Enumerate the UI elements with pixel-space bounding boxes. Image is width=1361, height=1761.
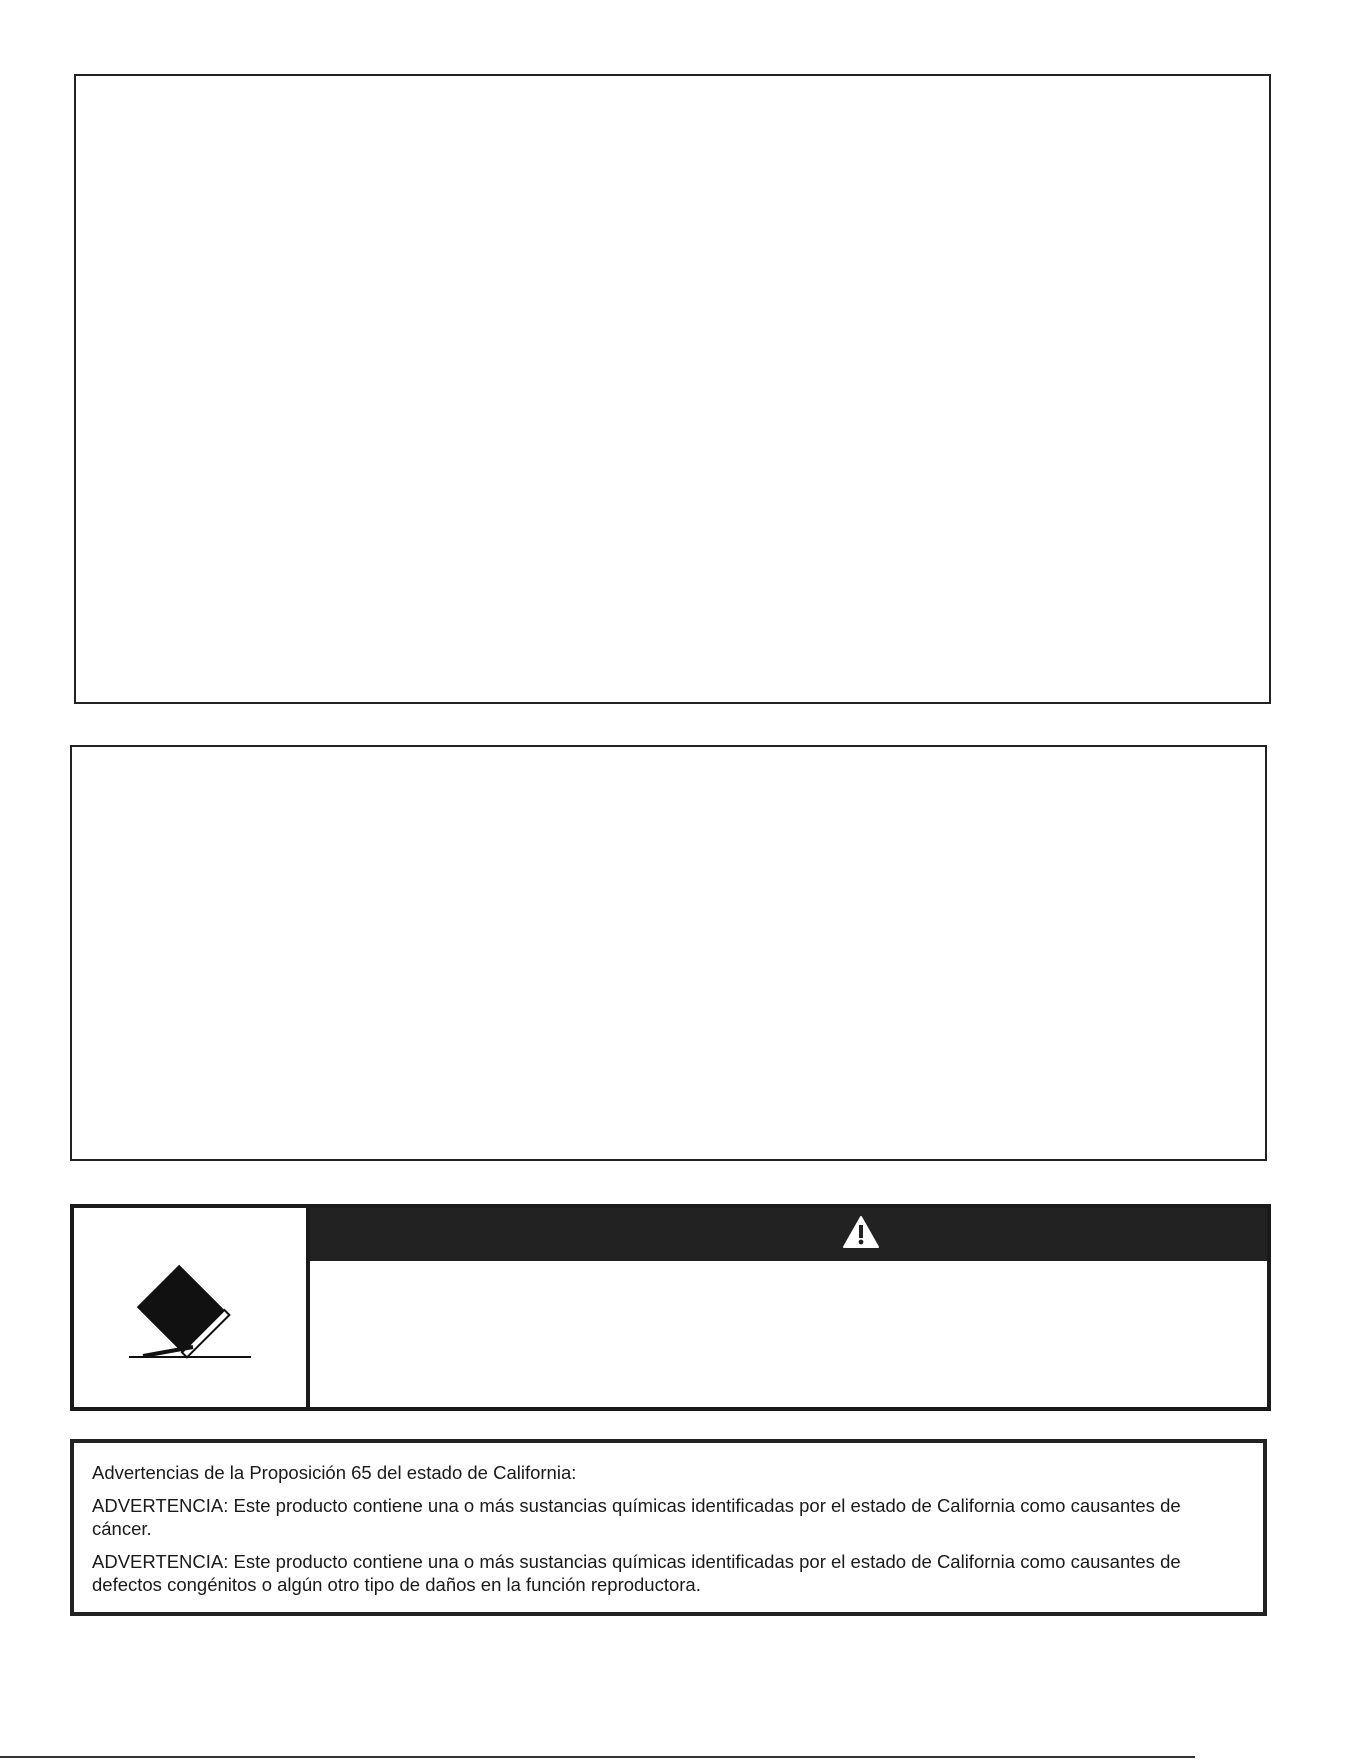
warning-panel <box>70 1204 1271 1411</box>
alert-triangle-icon <box>842 1215 880 1249</box>
warning-body <box>310 1261 1267 1407</box>
prop65-heading: Advertencias de la Proposición 65 del estado de California: <box>92 1462 577 1483</box>
warning-header-bar <box>310 1208 1267 1261</box>
middle-blank-box <box>70 745 1267 1161</box>
prop65-warning-cancer: ADVERTENCIA: Este producto contiene una o más sustancias químicas identificadas por el estado de California como causantes de cáncer. <box>92 1495 1181 1539</box>
tip-over-icon <box>129 1260 255 1360</box>
prop65-warning-reproductive: ADVERTENCIA: Este producto contiene una o más sustancias químicas identificadas por el estado de California como causantes de defectos congénitos o algún otro tipo de daños en la función reproductora. <box>92 1551 1181 1595</box>
bottom-rule <box>0 1756 1195 1758</box>
warning-icon-cell <box>74 1208 310 1407</box>
prop65-warning-box <box>70 1439 1267 1616</box>
top-blank-box <box>74 74 1271 704</box>
